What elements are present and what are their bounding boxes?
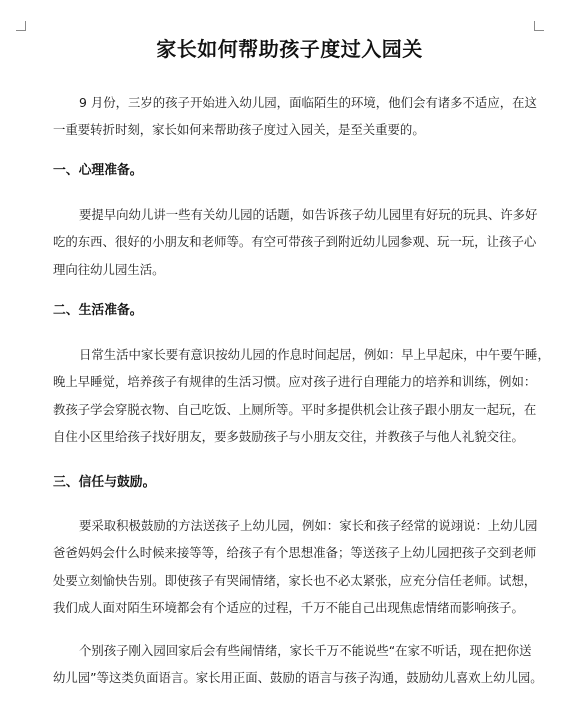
paragraph-line: 处要立刻愉快告别。即使孩子有哭闹情绪，家长也不必太紧张，应充分信任老师。试想， — [53, 572, 537, 588]
section-heading-trust-encouragement: 三、信任与鼓励。 — [53, 475, 156, 490]
crop-mark-top-right — [534, 21, 544, 31]
intro-paragraph — [53, 89, 551, 144]
paragraph-line: 9 月份，三岁的孩子开始进入幼儿园，面临陌生的环境，他们会有诸多不适应，在这 — [79, 95, 537, 110]
section-paragraph-trust-encouragement — [53, 512, 551, 622]
paragraph-line: 爸爸妈妈会什么时候来接等等，给孩子有个思想准备；等送孩子上幼儿园把孩子交到老师 — [53, 545, 537, 561]
section-paragraph-psychological — [53, 201, 551, 283]
paragraph-line: 自住小区里给孩子找好朋友，要多鼓励孩子与小朋友交往，并教孩子与他人礼貌交往。 — [53, 429, 524, 445]
paragraph-line: 晚上早睡觉，培养孩子有规律的生活习惯。应对孩子进行自理能力的培养和训练，例如： — [53, 374, 537, 390]
paragraph-line: 教孩子学会穿脱衣物、自己吃饭、上厕所等。平时多提供机会让孩子跟小朋友一起玩，在 — [53, 401, 537, 417]
paragraph-line: 吃的东西、很好的小朋友和老师等。有空可带孩子到附近幼儿园参观、玩一玩，让孩子心 — [53, 234, 537, 250]
paragraph-line: 个别孩子刚入园回家后会有些闹情绪，家长千万不能说些“在家不听话，现在把你送 — [79, 643, 532, 658]
paragraph-line: 一重要转折时刻，家长如何来帮助孩子度过入园关，是至关重要的。 — [53, 122, 425, 138]
paragraph-line: 日常生活中家长要有意识按幼儿园的作息时间起居，例如：早上早起床，中午要午睡， — [79, 347, 550, 362]
crop-mark-top-left — [16, 21, 26, 31]
closing-paragraph — [53, 637, 551, 692]
paragraph-line: 我们成人面对陌生环境都会有个适应的过程，千万不能自己出现焦虑情绪而影响孩子。 — [53, 600, 524, 616]
section-heading-daily-life: 二、生活准备。 — [53, 303, 143, 318]
paragraph-line: 幼儿园”等这类负面语言。家长用正面、鼓励的语言与孩子沟通，鼓励幼儿喜欢上幼儿园。 — [53, 670, 543, 686]
section-heading-psychological: 一、心理准备。 — [53, 163, 143, 178]
document-title: 家长如何帮助孩子度过入园关 — [156, 37, 423, 61]
paragraph-line: 要提早向幼儿讲一些有关幼儿园的话题，如告诉孩子幼儿园里有好玩的玩具、许多好 — [79, 207, 538, 222]
paragraph-line: 理向往幼儿园生活。 — [53, 261, 165, 277]
paragraph-line: 要采取积极鼓励的方法送孩子上幼儿园，例如：家长和孩子经常的说翊说：上幼儿园 — [79, 518, 538, 533]
section-paragraph-daily-life — [53, 341, 551, 451]
